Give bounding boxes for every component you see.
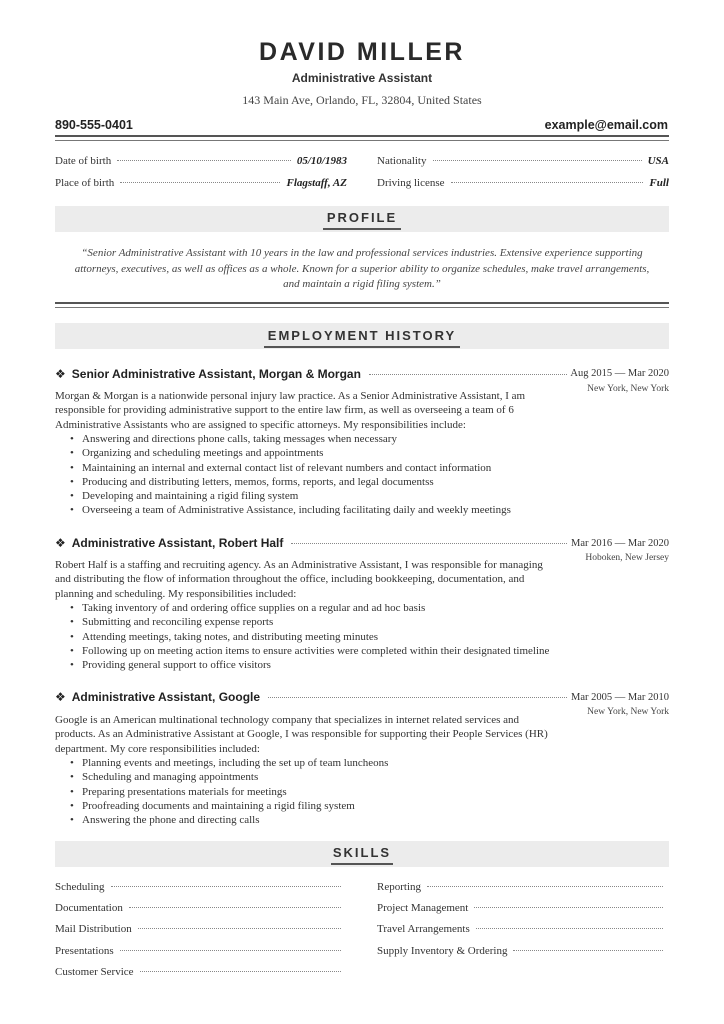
dot-leader: [138, 928, 341, 929]
dot-leader: [268, 697, 567, 698]
list-item: • Answering the phone and directing calls: [70, 813, 590, 827]
job-location: New York, New York: [587, 384, 669, 394]
list-item: • Planning events and meetings, including the set up of team luncheons: [70, 756, 590, 770]
list-item: • Organizing and scheduling meetings and appointments: [70, 446, 590, 460]
profile-heading: PROFILE: [326, 210, 398, 225]
list-item: • Taking inventory of and ordering office supplies on a regular and ad hoc basis: [70, 601, 590, 615]
list-item: • Providing general support to office visitors: [70, 658, 590, 672]
skills-left-column: [55, 881, 347, 987]
dot-leader: [451, 182, 644, 183]
list-item: • Overseeing a team of Administrative Assistance, including facilitating daily and weekly meetings: [70, 503, 590, 517]
skill-label: Project Management: [377, 902, 469, 915]
candidate-address: 143 Main Ave, Orlando, FL, 32804, United States: [242, 93, 482, 107]
dot-leader: [140, 971, 341, 972]
job-dates: Mar 2005 — Mar 2010: [571, 692, 669, 703]
skills-heading: SKILLS: [332, 845, 392, 860]
dot-leader: [369, 374, 567, 375]
job-responsibilities-list: [70, 756, 590, 827]
header-divider-thin: [55, 140, 669, 141]
list-item: • Following up on meeting action items to ensure activities were completed within their designated timeline: [70, 644, 590, 658]
list-item: • Proofreading documents and maintaining a rigid filing system: [70, 799, 590, 813]
dot-leader: [111, 886, 342, 887]
skill-label: Reporting: [377, 881, 421, 893]
skill-label: Documentation: [55, 902, 123, 915]
nationality-value: USA: [647, 155, 669, 167]
skill-label: Travel Arrangements: [377, 923, 470, 936]
job-title: Administrative Assistant, Google: [71, 690, 261, 704]
skill-item: [55, 945, 347, 966]
dot-leader: [291, 543, 567, 544]
skill-item: [377, 881, 669, 902]
profile-divider: [55, 302, 669, 304]
skill-item: [55, 966, 347, 987]
skill-label: Mail Distribution: [55, 923, 132, 936]
personal-nationality-row: [377, 155, 669, 167]
list-item: • Attending meetings, taking notes, and distributing meeting minutes: [70, 630, 590, 644]
dot-leader: [120, 950, 341, 951]
list-item: • Preparing presentations materials for meetings: [70, 785, 590, 799]
skill-item: [55, 923, 347, 944]
personal-pob-row: [55, 177, 347, 189]
nationality-label: Nationality: [377, 155, 427, 167]
dot-leader: [117, 160, 291, 161]
job-dates: Mar 2016 — Mar 2020: [571, 538, 669, 549]
candidate-name: DAVID MILLER: [259, 38, 465, 66]
dot-leader: [513, 950, 663, 951]
job-entry-heading: [55, 690, 575, 704]
skills-right-column: [377, 881, 669, 966]
dot-leader: [129, 907, 341, 908]
pob-value: Flagstaff, AZ: [286, 177, 347, 189]
pob-label: Place of birth: [55, 177, 115, 189]
skills-heading-underline: [331, 863, 393, 865]
email-address[interactable]: example@email.com: [544, 118, 668, 132]
skill-item: [377, 923, 669, 944]
dob-value: 05/10/1983: [296, 155, 347, 167]
skill-label: Customer Service: [55, 965, 134, 978]
diamond-bullet-icon: ❖: [55, 536, 66, 550]
dob-label: Date of birth: [55, 155, 112, 167]
header-divider: [55, 135, 669, 137]
job-title: Administrative Assistant, Robert Half: [71, 536, 284, 550]
diamond-bullet-icon: ❖: [55, 367, 66, 381]
skill-item: [55, 881, 347, 902]
profile-divider-thin: [55, 307, 669, 308]
profile-summary: “Senior Administrative Assistant with 10 years in the law and professional services industries. Extensive experience supporting attorneys, executives, as well as offices as a whole. Known for a superior ability to organize schedules, make travel arrangements, and maintain a rigid filing system.”: [74, 247, 650, 290]
job-location: Hoboken, New Jersey: [585, 553, 669, 563]
job-responsibilities-list: [70, 601, 590, 672]
dot-leader: [476, 928, 663, 929]
employment-heading: EMPLOYMENT HISTORY: [267, 328, 457, 343]
job-location: New York, New York: [587, 707, 669, 717]
skill-label: Scheduling: [55, 881, 105, 893]
skill-label: Presentations: [55, 944, 114, 957]
job-description: Morgan & Morgan is a nationwide personal injury law practice. As a Senior Administrative Assistant, I am responsible for providing administrative support to the entire law firm, as well as overseeing a team of 6 Administrative Assistants who are assigned to specific attorneys. My responsibilities include:: [55, 390, 526, 431]
dot-leader: [433, 160, 642, 161]
list-item: • Scheduling and managing appointments: [70, 770, 590, 784]
candidate-job-title: Administrative Assistant: [291, 71, 433, 85]
list-item: • Answering and directions phone calls, taking messages when necessary: [70, 432, 590, 446]
license-label: Driving license: [377, 177, 445, 189]
job-title: Senior Administrative Assistant, Morgan & Morgan: [71, 367, 361, 381]
job-description: Google is an American multinational technology company that specializes in internet related services and products. As an Administrative Assistant at Google, I was responsible for supporting their People Services (HR) department. My core responsibilities included:: [55, 714, 548, 755]
list-item: • Developing and maintaining a rigid filing system: [70, 489, 590, 503]
dot-leader: [474, 907, 663, 908]
skill-item: [377, 902, 669, 923]
employment-heading-underline: [264, 346, 460, 348]
list-item: • Submitting and reconciling expense reports: [70, 615, 590, 629]
job-responsibilities-list: [70, 432, 590, 518]
phone-number: 890-555-0401: [55, 118, 133, 132]
list-item: • Maintaining an internal and external contact list of relevant numbers and contact information: [70, 461, 590, 475]
list-item: • Producing and distributing letters, memos, forms, reports, and legal documentss: [70, 475, 590, 489]
job-description: Robert Half is a staffing and recruiting agency. As an Administrative Assistant, I was responsible for managing and distributing the flow of information throughout the office, including bookkeeping, documentation, and planning and scheduling. My responsibilities included:: [55, 559, 543, 600]
job-entry-heading: [55, 536, 575, 550]
skill-item: [55, 902, 347, 923]
skill-item: [377, 945, 669, 966]
personal-dob-row: [55, 155, 347, 167]
job-entry-heading: [55, 367, 575, 381]
profile-heading-underline: [323, 228, 401, 230]
skill-label: Supply Inventory & Ordering: [377, 944, 508, 957]
license-value: Full: [649, 177, 669, 189]
diamond-bullet-icon: ❖: [55, 690, 66, 704]
job-dates: Aug 2015 — Mar 2020: [570, 368, 669, 379]
personal-license-row: [377, 177, 669, 189]
dot-leader: [427, 886, 663, 887]
dot-leader: [120, 182, 280, 183]
